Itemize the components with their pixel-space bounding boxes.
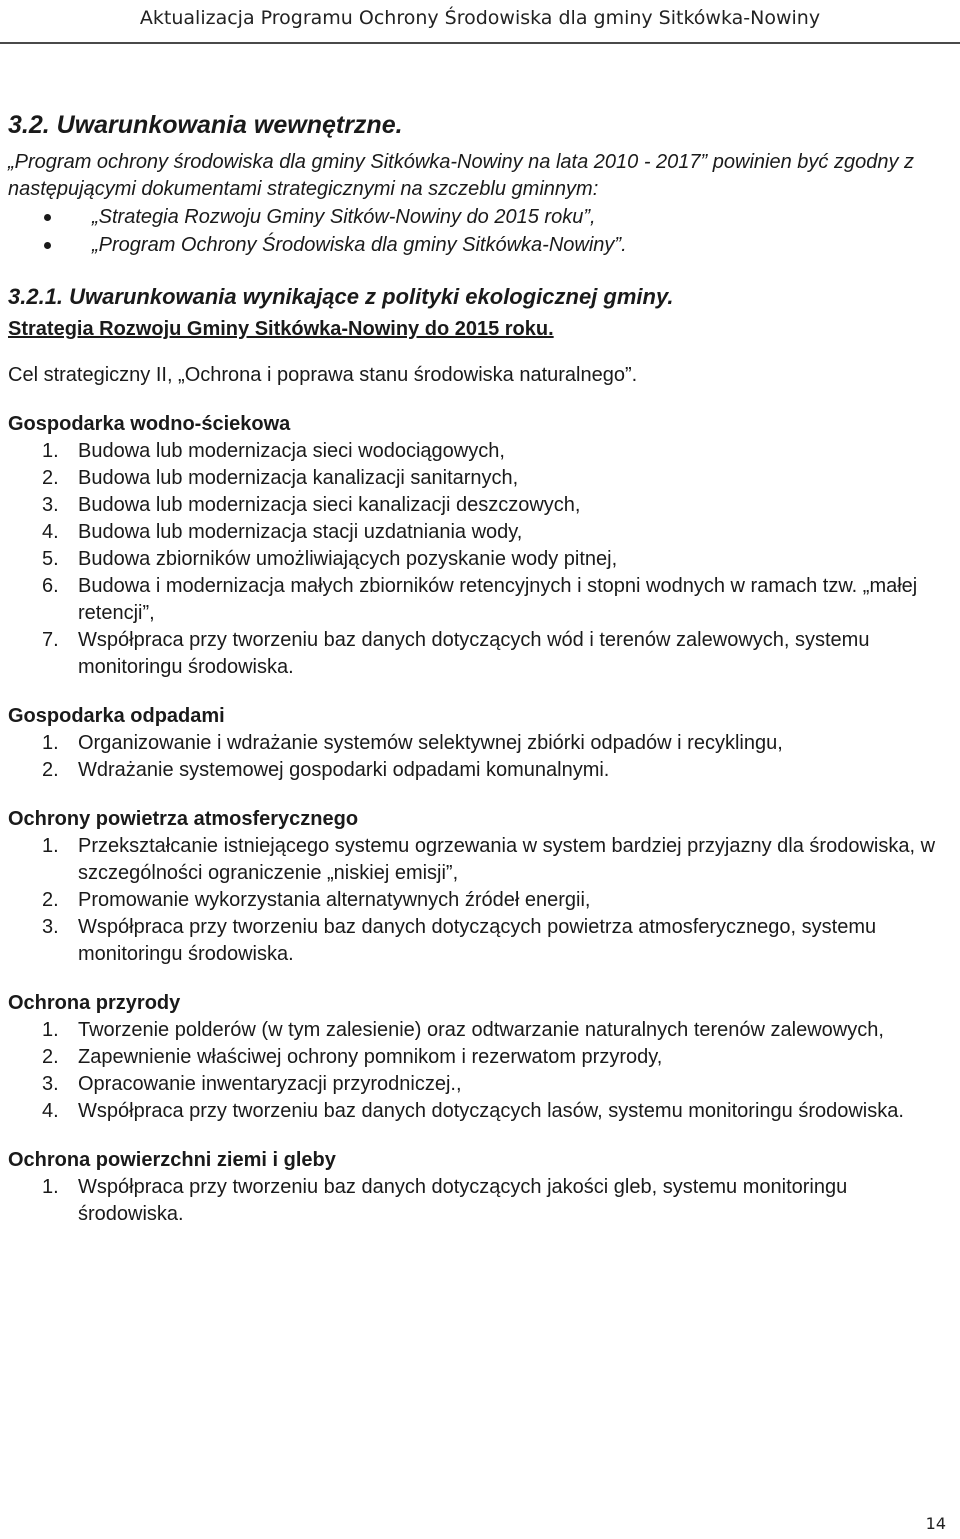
page-number: 14 — [925, 1514, 946, 1533]
item-text: Zapewnienie właściwej ochrony pomnikom i rezerwatom przyrody, — [78, 1046, 663, 1068]
header-divider — [0, 42, 960, 44]
item-number: 5. — [42, 548, 59, 570]
action-group — [8, 411, 953, 681]
list-item — [8, 1044, 953, 1071]
subsection-heading: 3.2.1. Uwarunkowania wynikające z polityki ekologicznej gminy. — [8, 284, 674, 309]
item-text: Budowa lub modernizacja sieci wodociągowych, — [78, 440, 505, 462]
intro-paragraph: „Program ochrony środowiska dla gminy Sitkówka-Nowiny na lata 2010 - 2017” powinien być zgodny z następującymi dokumentami strategicznymi na szczeblu gminnym: — [8, 151, 914, 200]
group-title: Gospodarka odpadami — [8, 705, 225, 727]
document-body — [8, 108, 953, 1228]
item-number: 4. — [42, 1100, 59, 1122]
group-title: Ochrona powierzchni ziemi i gleby — [8, 1149, 336, 1171]
item-text: Budowa lub modernizacja sieci kanalizacji deszczowych, — [78, 494, 581, 516]
section-heading: 3.2. Uwarunkowania wewnętrzne. — [8, 111, 403, 139]
item-number: 1. — [42, 732, 59, 754]
item-number: 1. — [42, 1019, 59, 1041]
action-group — [8, 806, 953, 968]
item-number: 3. — [42, 494, 59, 516]
item-text: Budowa lub modernizacja kanalizacji sanitarnych, — [78, 467, 519, 489]
bullet-item — [8, 203, 953, 231]
item-text: Współpraca przy tworzeniu baz danych dotyczących lasów, systemu monitoringu środowiska. — [78, 1100, 904, 1122]
bullet-icon — [44, 214, 51, 221]
numbered-list — [8, 438, 953, 681]
list-item — [8, 1017, 953, 1044]
list-item — [8, 627, 953, 681]
numbered-list — [8, 730, 953, 784]
item-text: Tworzenie polderów (w tym zalesienie) oraz odtwarzanie naturalnych terenów zalewowych, — [78, 1019, 884, 1041]
bullet-icon — [44, 242, 51, 249]
item-text: Współpraca przy tworzeniu baz danych dotyczących wód i terenów zalewowych, systemu monitoringu środowiska. — [78, 629, 870, 678]
strategic-goal: Cel strategiczny II, „Ochrona i poprawa stanu środowiska naturalnego”. — [8, 364, 638, 386]
item-number: 3. — [42, 916, 59, 938]
list-item — [8, 573, 953, 627]
bullet-text: „Program Ochrony Środowiska dla gminy Sitkówka-Nowiny”. — [92, 234, 627, 256]
strategy-title: Strategia Rozwoju Gminy Sitkówka-Nowiny do 2015 roku. — [8, 318, 554, 340]
item-number: 4. — [42, 521, 59, 543]
group-title: Ochrony powietrza atmosferycznego — [8, 808, 359, 830]
item-text: Wdrażanie systemowej gospodarki odpadami komunalnymi. — [78, 759, 610, 781]
item-text: Promowanie wykorzystania alternatywnych źródeł energii, — [78, 889, 591, 911]
item-text: Budowa i modernizacja małych zbiorników retencyjnych i stopni wodnych w ramach tzw. „małej retencji”, — [78, 575, 918, 624]
list-item — [8, 492, 953, 519]
group-title: Gospodarka wodno-ściekowa — [8, 413, 291, 435]
item-number: 1. — [42, 835, 59, 857]
item-text: Budowa zbiorników umożliwiających pozyskanie wody pitnej, — [78, 548, 618, 570]
item-number: 6. — [42, 575, 59, 597]
item-number: 2. — [42, 1046, 59, 1068]
action-groups — [8, 411, 953, 1228]
item-text: Organizowanie i wdrażanie systemów selektywnej zbiórki odpadów i recyklingu, — [78, 732, 783, 754]
item-number: 7. — [42, 629, 59, 651]
action-group — [8, 990, 953, 1125]
list-item — [8, 1071, 953, 1098]
page-header-title: Aktualizacja Programu Ochrony Środowiska dla gminy Sitkówka-Nowiny — [139, 7, 821, 29]
item-number: 1. — [42, 1176, 59, 1198]
item-number: 3. — [42, 1073, 59, 1095]
item-number: 2. — [42, 467, 59, 489]
item-text: Współpraca przy tworzeniu baz danych dotyczących powietrza atmosferycznego, systemu monitoringu środowiska. — [78, 916, 877, 965]
item-number: 2. — [42, 759, 59, 781]
list-item — [8, 887, 953, 914]
item-number: 1. — [42, 440, 59, 462]
action-group — [8, 1147, 953, 1228]
list-item — [8, 1174, 953, 1228]
list-item — [8, 914, 953, 968]
group-title: Ochrona przyrody — [8, 992, 181, 1014]
list-item — [8, 438, 953, 465]
item-number: 2. — [42, 889, 59, 911]
action-group — [8, 703, 953, 784]
list-item — [8, 757, 953, 784]
list-item — [8, 546, 953, 573]
numbered-list — [8, 1174, 953, 1228]
list-item — [8, 833, 953, 887]
list-item — [8, 1098, 953, 1125]
numbered-list — [8, 1017, 953, 1125]
item-text: Budowa lub modernizacja stacji uzdatniania wody, — [78, 521, 523, 543]
list-item — [8, 519, 953, 546]
item-text: Przekształcanie istniejącego systemu ogrzewania w system bardziej przyjazny dla środowiska, w szczególności ograniczenie „niskiej emisji”, — [78, 835, 936, 884]
item-text: Opracowanie inwentaryzacji przyrodniczej., — [78, 1073, 462, 1095]
list-item — [8, 465, 953, 492]
bullet-item — [8, 231, 953, 259]
item-text: Współpraca przy tworzeniu baz danych dotyczących jakości gleb, systemu monitoringu środowiska. — [78, 1176, 848, 1225]
bullet-text: „Strategia Rozwoju Gminy Sitków-Nowiny do 2015 roku”, — [92, 206, 596, 228]
document-list — [8, 203, 953, 259]
numbered-list — [8, 833, 953, 968]
list-item — [8, 730, 953, 757]
